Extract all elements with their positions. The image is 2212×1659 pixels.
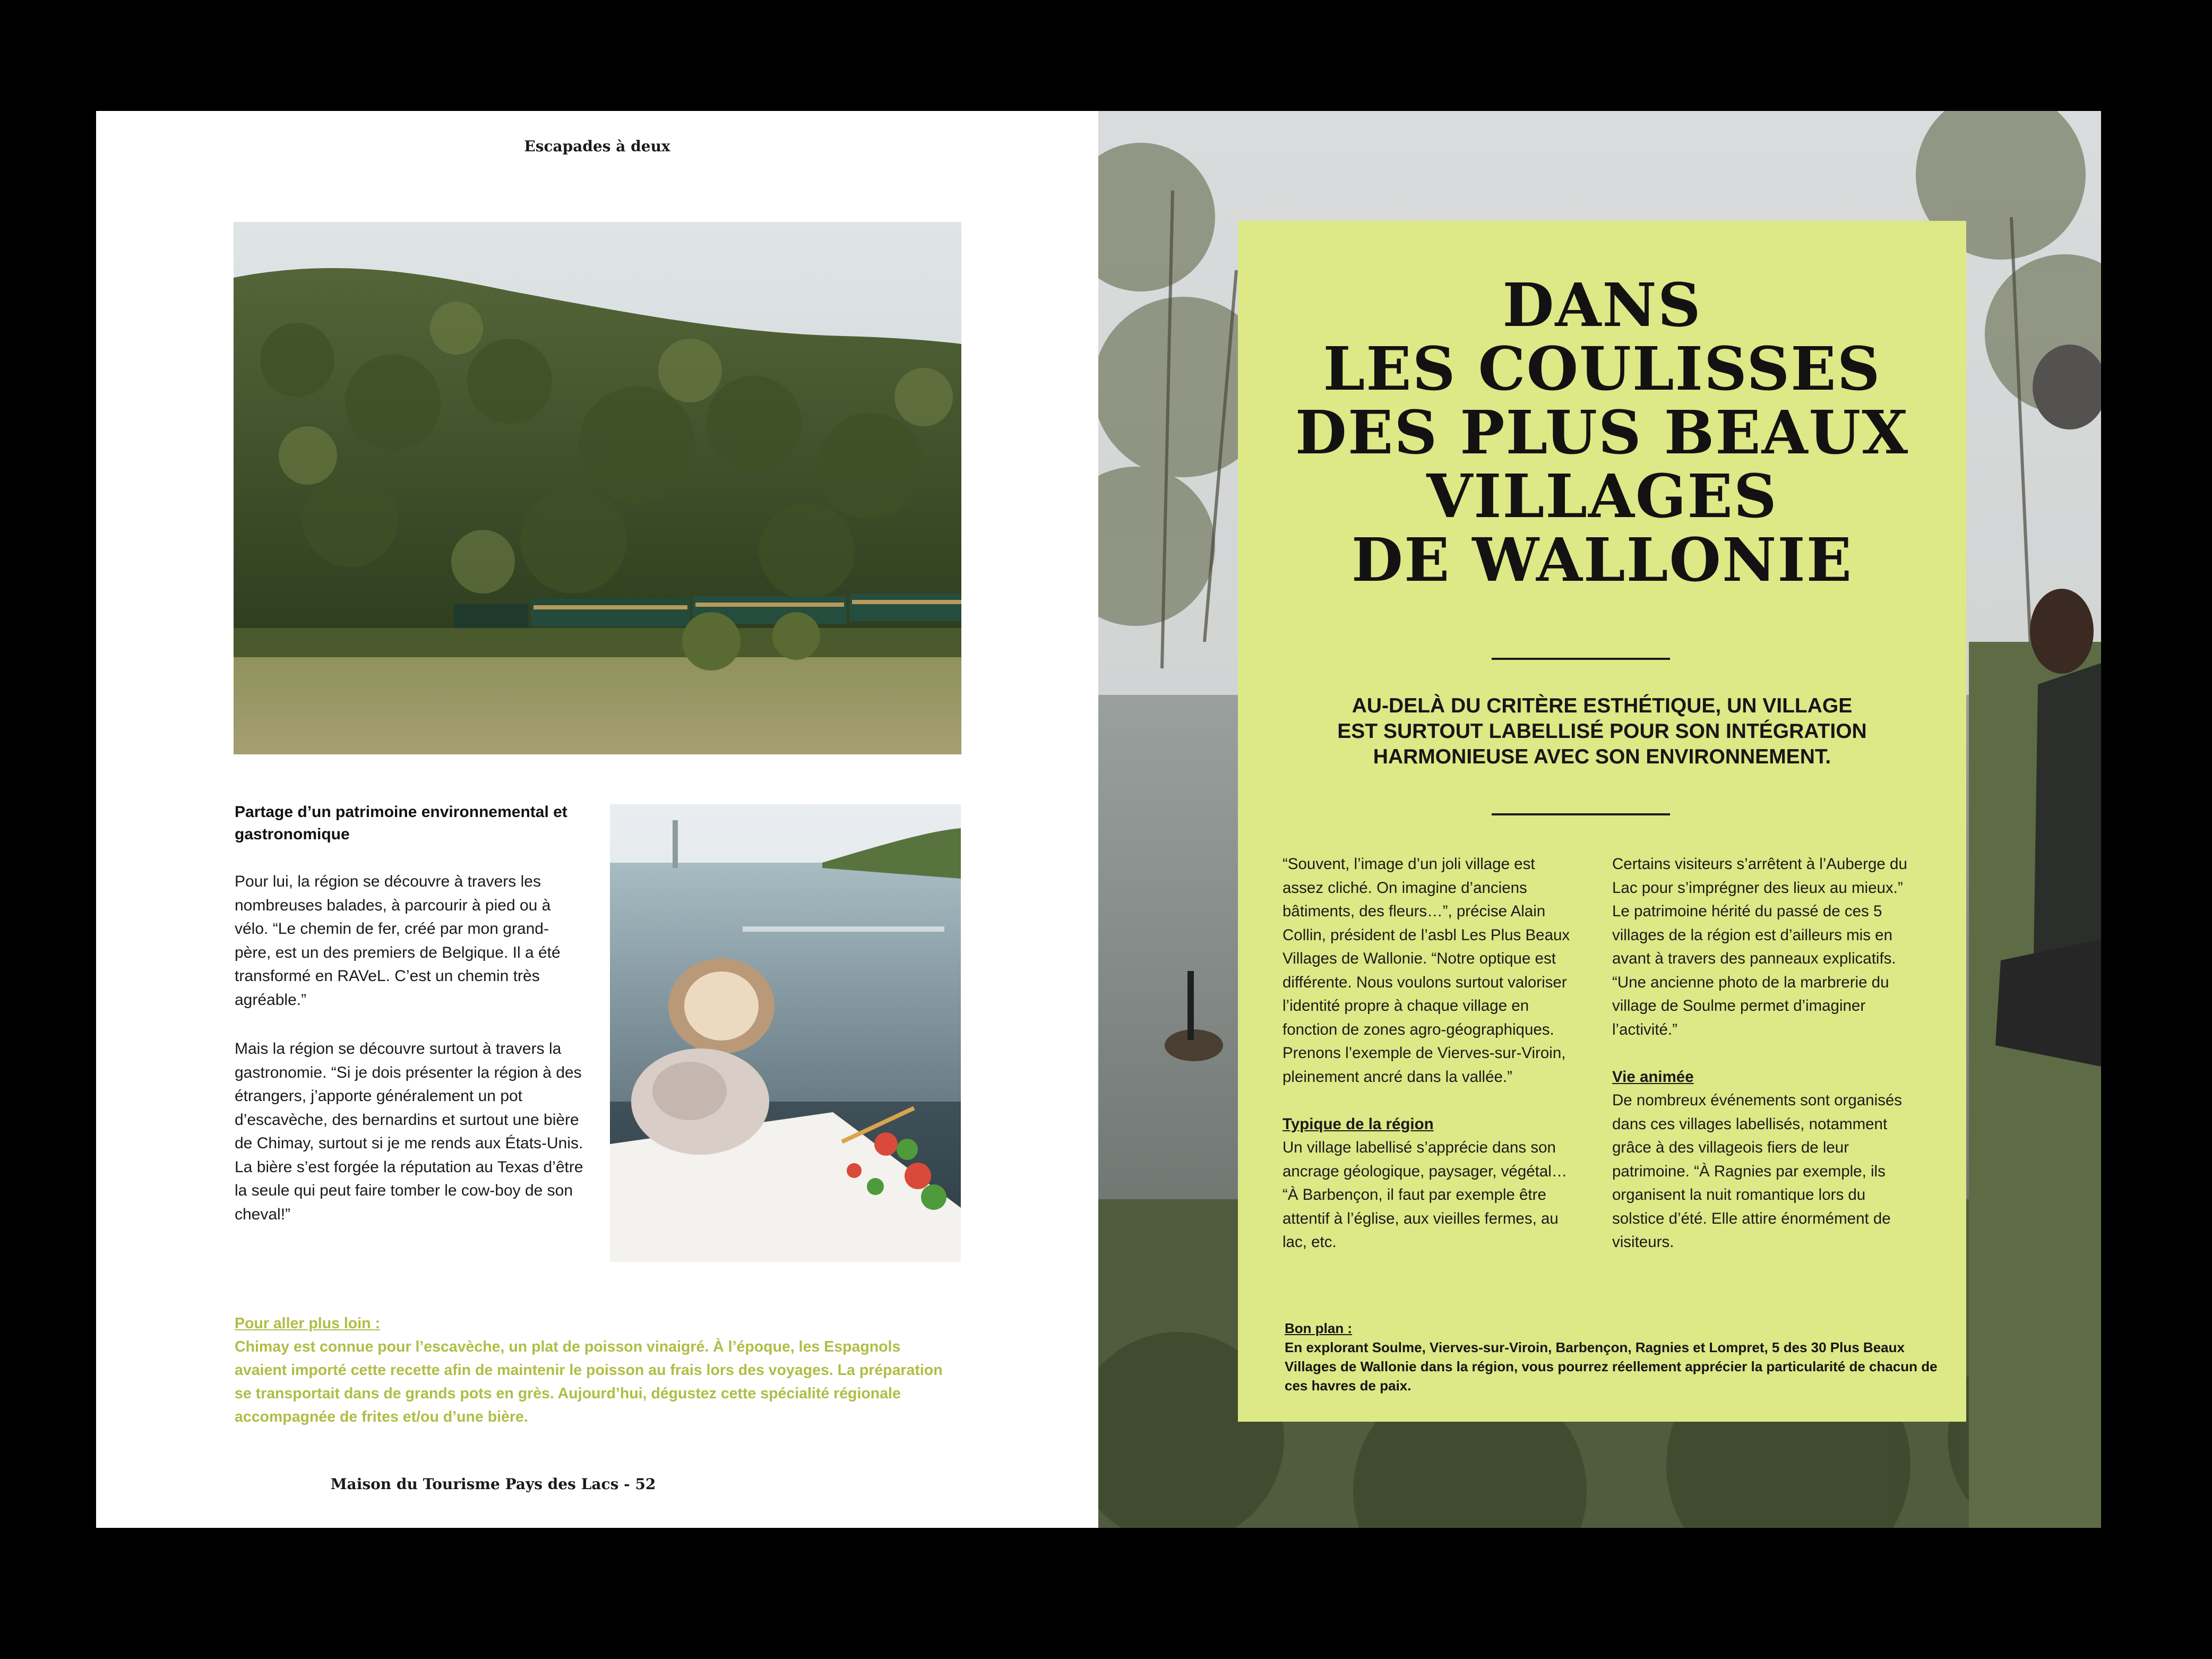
column-paragraph: De nombreux événements sont organisés dans ces villages labellisés, notamment grâce à des villageois fiers de leur patrimoine. “À Ragnies par exemple, ils organisent la nuit romantique lors du solstice d’été. Elle attire énormément de visiteurs. [1612, 1091, 1903, 1251]
text-column-right [1612, 853, 1909, 1254]
text-column-left [1283, 853, 1580, 1254]
paragraph-text: Mais la région se découvre surtout à travers la gastronomie. “Si je dois présenter la région à des étrangers, j’apporte généralement un pot d’escavèche, des bernardins et surtout une bière de Chimay, surtout si je me rends aux États-Unis. La bière s’est forgée la réputation au Texas d’être la seule qui peut faire tomber le cow-boy de son cheval!” [235, 1040, 583, 1223]
feature-lede: AU-DELÀ DU CRITÈRE ESTHÉTIQUE, UN VILLAGE EST SURTOUT LABELLISÉ POUR SON INTÉGRATION HARMONIEUSE AVEC SON ENVIRONNEMENT. [1337, 694, 1867, 768]
further-heading: Pour aller plus loin : [235, 1315, 380, 1332]
divider-rule [1492, 658, 1670, 660]
paragraph-gap [1612, 1042, 1909, 1065]
tip-heading: Bon plan : [1285, 1320, 1353, 1336]
column-paragraph: “Souvent, l’image d’un joli village est assez cliché. On imagine d’anciens bâtiments, des fleurs…”, précise Alain Collin, président de l’asbl Les Plus Beaux Villages de Wallonie. “Notre optique est différente. Nous voulons surtout valoriser l’identité propre à chaque village en fonction de zones agro-géographiques. Prenons l’exemple de Vierves-sur-Viroin, pleinement ancré dans la vallée.” [1283, 855, 1570, 1086]
running-head: Escapades à deux [524, 137, 670, 155]
train-landscape-photo [234, 222, 961, 754]
paragraph-gap [1283, 1089, 1580, 1113]
tip-box [1285, 1319, 1943, 1395]
right-page [1098, 111, 2101, 1528]
page-footer: Maison du Tourisme Pays des Lacs - 52 [330, 1475, 656, 1493]
left-page [96, 111, 1098, 1528]
feature-title: DANS LES COULISSES DES PLUS BEAUX VILLAGES DE WALLONIE [1295, 271, 1909, 595]
paragraph-text: Pour lui, la région se découvre à travers les nombreuses balades, à parcourir à pied ou à vélo. “Le chemin de fer, créé par mon grand-père, est un des premiers de Belgique. Il a été transformé en RAVeL. C’est un chemin très agréable.” [235, 873, 561, 1009]
feature-panel [1238, 221, 1966, 1422]
left-paragraph-2 [235, 1037, 585, 1226]
left-paragraph-1 [235, 870, 585, 1012]
tip-text: En explorant Soulme, Vierves-sur-Viroin, Barbençon, Ragnies et Lompret, 5 des 30 Plus Beaux Villages de Wallonie dans la région, vous pourrez réellement apprécier la particularité de chacun de ces havres de paix. [1285, 1339, 1938, 1394]
column-paragraph: Un village labellisé s’apprécie dans son ancrage géologique, paysager, végétal… “À Barbençon, il faut par exemple être attentif à l’église, aux vieilles fermes, au lac, etc. [1283, 1139, 1568, 1251]
escaveche-dish-photo [610, 804, 961, 1262]
column-subheading: Typique de la région [1283, 1115, 1434, 1133]
column-paragraph: Certains visiteurs s’arrêtent à l’Auberge du Lac pour s’imprégner des lieux au mieux.” Le patrimoine hérité du passé de ces 5 villages de la région est d’ailleurs mis en avant à travers des panneaux explicatifs. “Une ancienne photo de la marbrerie du village de Soulme permet d’imaginer l’activité.” [1612, 855, 1907, 1038]
column-subheading: Vie animée [1612, 1068, 1694, 1086]
further-text: Chimay est connue pour l’escavèche, un plat de poisson vinaigré. À l’époque, les Espagnols avaient importé cette recette afin de maintenir le poisson au frais lors des voyages. La préparation se transportait dans de grands pots en grès. Aujourd’hui, dégustez cette spécialité régionale accompagnée de frites et/ou d’une bière. [235, 1338, 943, 1425]
side-heading: Partage d’un patrimoine environnemental et gastronomique [235, 803, 567, 843]
divider-rule [1492, 813, 1670, 815]
further-reading-box [235, 1312, 946, 1429]
